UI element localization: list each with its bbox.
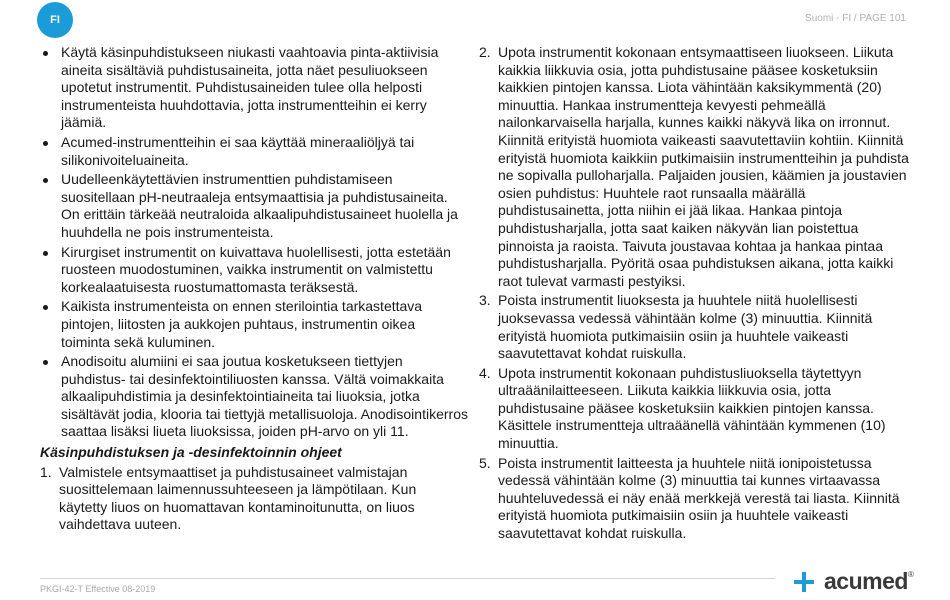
step-text: Poista instrumentit laitteesta ja huuhtele niitä ionipoistetussa vedessä vähintään kolme (3) minuuttia tai kunnes virtaavassa huuhteluvedessä ei näy enää merkkejä verestä tai liasta. Kiinnitä erityistä huomiota putkimaisiin osiin ja huuhtele vaikeasti saavutettavat kohdat ruiskulla.: [498, 454, 900, 542]
logo-wordmark: acumed: [824, 568, 908, 594]
steps-list-left: [40, 464, 468, 534]
bullet-item: Acumed-instrumentteihin ei saa käyttää mineraaliöljyä tai silikonivoiteluaineita.: [40, 134, 468, 169]
step-text: Poista instrumentit liuoksesta ja huuhtele niitä huolellisesti juoksevassa vedessä vähintään kolme (3) minuuttia. Kiinnitä erityistä huomiota putkimaisiin osiin ja huuhtele vaikeasti saavutettavat kohdat ruiskulla.: [498, 292, 873, 362]
language-badge: FI: [37, 2, 73, 38]
step-text: Upota instrumentit kokonaan entsymaattiseen liuokseen. Liikuta kaikkia liikkuvia osia, jotta puhdistusaine pääsee kosketuksiin kaikkien pintojen kanssa. Liota vähintään kaksikymmentä (20) minuuttia. Hankaa instrumentteja kevyesti pehmeällä nailonkarvaisella harjalla, kunnes kaikki näkyvä lika on irronnut. Kiinnitä erityistä huomiota vaikeasti saavutettaviin kohtiin. Kiinnitä erityistä huomiota kaikkiin putkimaisiin instrumentteihin ja puhdista ne sopivalla pulloharjalla. Paljaiden jousien, käämien ja joustavien osien puhdistus: Huuhtele raot runsaalla määrällä puhdistusainetta, jotta niihin ei jää likaa. Hankaa pintoja puhdistusharjalla, jotta saat kaiken näkyvän lian poistettua pinnoista ja raoista. Taivuta joustavaa kohtaa ja hankaa pintaa puhdistusharjalla. Pyöritä osaa puhdistuksen aikana, jotta kaikki raot tulevat varmasti pestyiksi.: [498, 44, 909, 289]
acumed-plus-icon: [792, 570, 816, 594]
guideline-bullet-list: [40, 44, 468, 441]
step-text: Valmistele entsymaattiset ja puhdistusaineet valmistajan suosittelemaan laimennussuhteeseen ja lämpötilaan. Kun käytetty liuos on huomattavan kontaminoitunutta, on liuos vaihdettava uuteen.: [59, 463, 417, 533]
step-number: 2.: [479, 44, 491, 60]
section-heading: Käsinpuhdistuksen ja -desinfektoinnin ohjeet: [40, 444, 342, 461]
steps-list-right: [479, 44, 911, 543]
bullet-item: Anodisoitu alumiini ei saa joutua kosketukseen tiettyjen puhdistus- tai desinfektointiliuosten kanssa. Vältä voimakkaita alkaalipuhdistimia ja desinfektointiaineita tai liuoksia, jotka sisältävät jodia, klooria tai tiettyjä metallisuoloja. Anodisointikerros saattaa lisäksi liueta liuoksissa, joiden pH-arvo on yli 11.: [40, 353, 468, 441]
step-item: [479, 455, 911, 543]
right-column: [479, 44, 911, 545]
step-item: [40, 464, 468, 534]
registered-mark: ®: [907, 570, 914, 579]
bullet-item: Käytä käsinpuhdistukseen niukasti vaahtoavia pinta-aktiivisia aineita sisältäviä puhdistusaineita, jotta näet pesuliuokseen upotetut instrumentit. Puhdistusaineiden tulee olla helposti instrumenteista huuhdottavia, jotta instrumentteihin ei kerry jäämiä.: [40, 44, 468, 132]
step-text: Upota instrumentit kokonaan puhdistusliuoksella täytettyyn ultraäänilaitteeseen. Liikuta kaikkia liikkuvia osia, jotta puhdistusaine pääsee kosketuksiin kaikkien pintojen kanssa. Käsittele instrumentteja ultraäänellä vähintään kymmenen (10) minuuttia.: [498, 364, 886, 452]
footer-divider: [40, 578, 775, 579]
step-item: [479, 365, 911, 453]
left-column: [40, 44, 468, 536]
bullet-item: Kirurgiset instrumentit on kuivattava huolellisesti, jotta estetään ruosteen muodostuminen, vaikka instrumentit on valmistettu korkealaatuisesta ruostumattomasta teräksestä.: [40, 244, 468, 297]
step-number: 3.: [479, 292, 491, 309]
acumed-logo: [792, 568, 914, 595]
bullet-item: Uudelleenkäytettävien instrumenttien puhdistamiseen suositellaan pH-neutraaleja entsymaattisia ja puhdistusaineita. On erittäin tärkeää neutraloida alkaalipuhdistusaineet huolella ja huuhdella ne pois instrumenteista.: [40, 171, 468, 241]
page-label: Suomi - FI / PAGE 101: [805, 13, 906, 24]
step-number: 5.: [479, 454, 491, 471]
document-code: PKGI-42-T Effective 08-2019: [40, 584, 156, 594]
step-number: 1.: [40, 463, 52, 480]
step-item: [479, 44, 911, 290]
step-item: [479, 292, 911, 362]
bullet-item: Kaikista instrumenteista on ennen sterilointia tarkastettava pintojen, liitosten ja aukkojen puhtaus, instrumentin oikea toiminta sekä kuluminen.: [40, 298, 468, 351]
step-number: 4.: [479, 364, 491, 381]
